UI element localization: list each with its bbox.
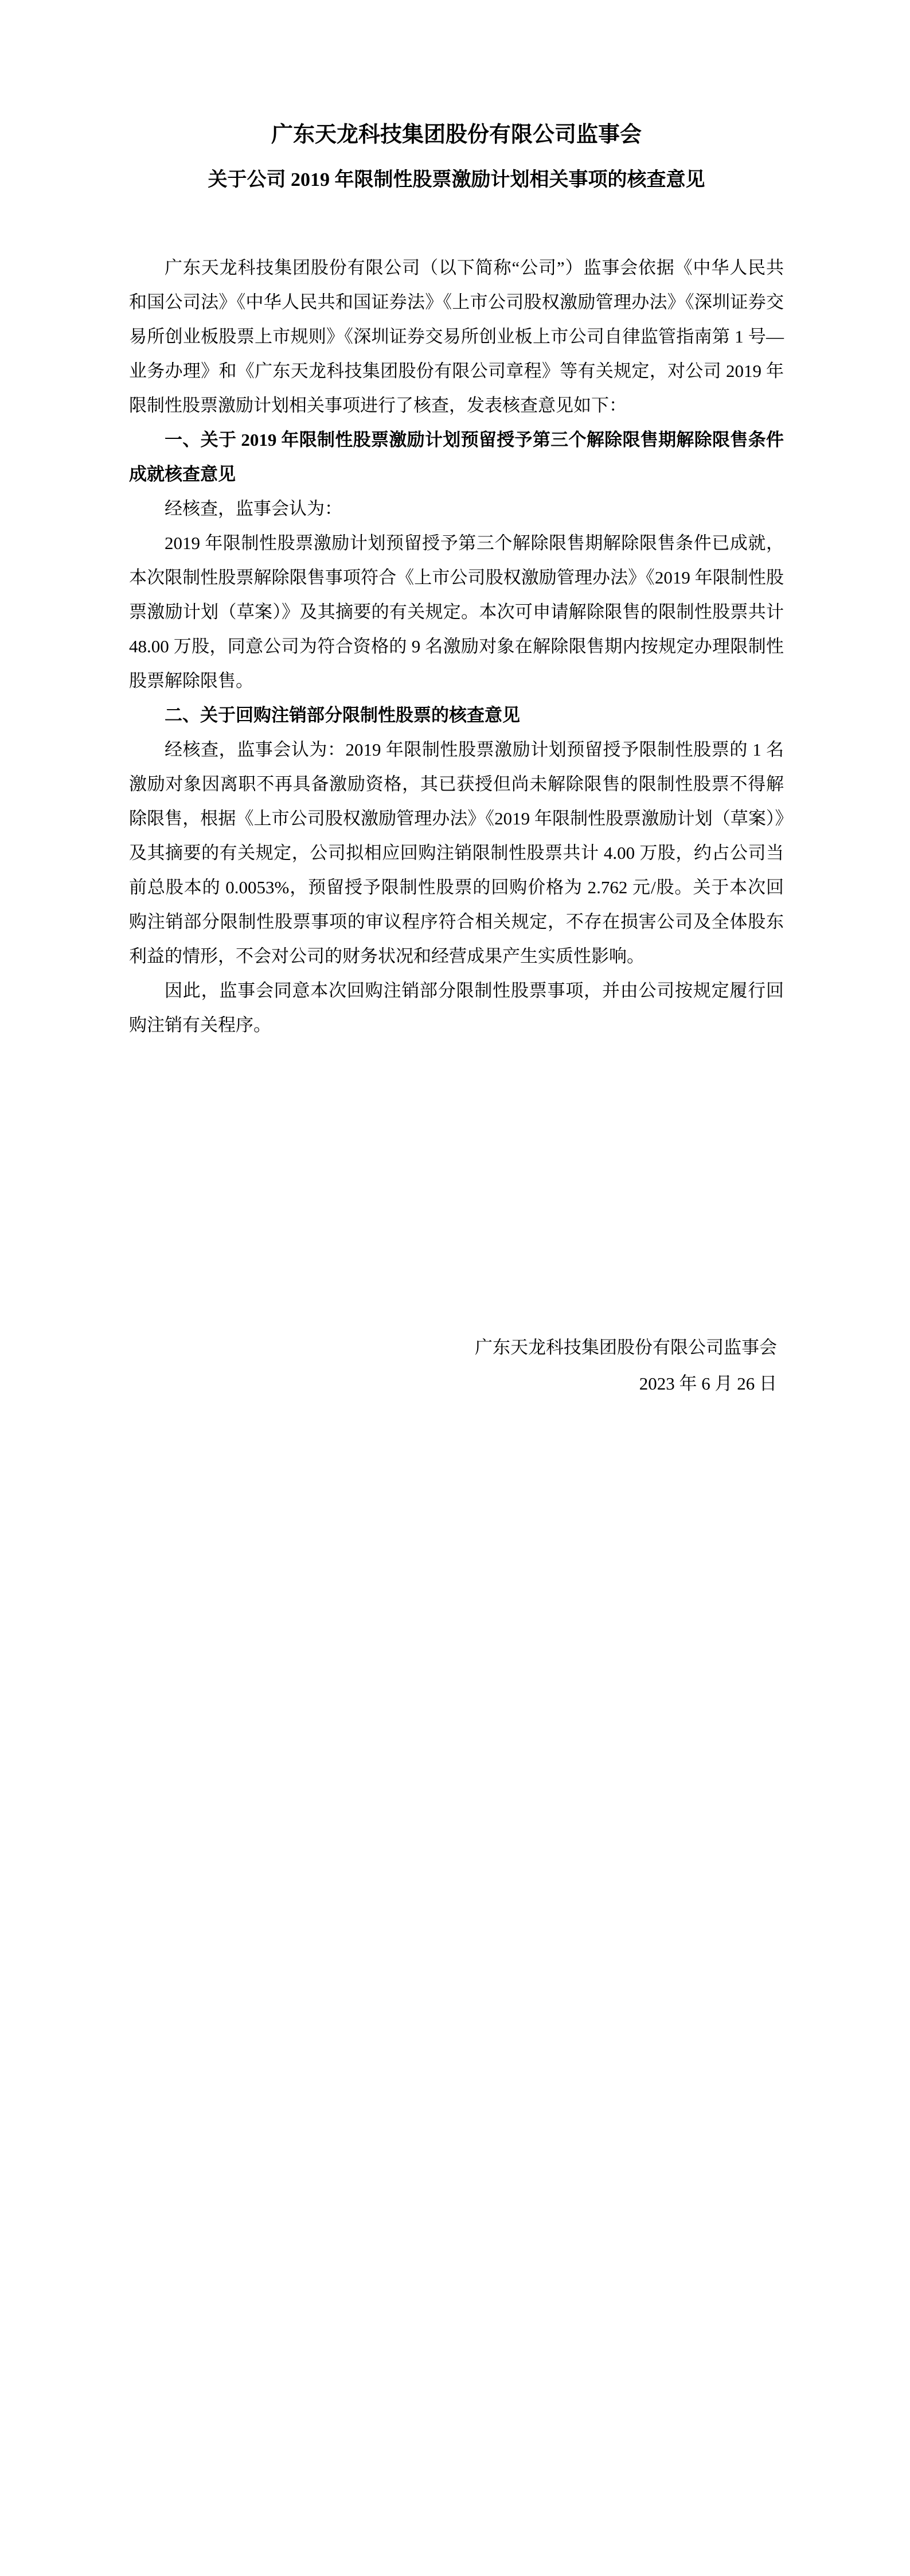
section-2-heading: 二、关于回购注销部分限制性股票的核查意见: [165, 705, 520, 725]
section-2-paragraph-1: 经核查，监事会认为：2019 年限制性股票激励计划预留授予限制性股票的 1 名激励对象因离职不再具备激励资格，其已获授但尚未解除限售的限制性股票不得解除限售，根据《上市公司股权激励管理办法》《2019 年限制性股票激励计划（草案）》及其摘要的有关规定，公司拟相应回购注销限制性股票共计 4.00 万股，约占公司当前总股本的 0.0053%，预留授予限制性股票的回购价格为 2.762 元/股。关于本次回购注销部分限制性股票事项的审议程序符合相关规定，不存在损害公司及全体股东利益的情形，不会对公司的财务状况和经营成果产生实质性影响。: [129, 740, 784, 966]
section-1-paragraph-1: 经核查，监事会认为：: [165, 499, 342, 519]
section-1-heading: 一、关于 2019 年限制性股票激励计划预留授予第三个解除限售期解除限售条件成就核查意见: [129, 430, 784, 484]
signature-company: 广东天龙科技集团股份有限公司监事会: [475, 1337, 777, 1357]
signature-date: 2023 年 6 月 26 日: [639, 1373, 777, 1394]
intro-paragraph: 广东天龙科技集团股份有限公司（以下简称“公司”）监事会依据《中华人民共和国公司法》《中华人民共和国证券法》《上市公司股权激励管理办法》《深圳证券交易所创业板股票上市规则》《深圳证券交易所创业板上市公司自律监管指南第 1 号—业务办理》和《广东天龙科技集团股份有限公司章程》等有关规定，对公司 2019 年限制性股票激励计划相关事项进行了核查，发表核查意见如下：: [129, 258, 784, 415]
document-title: 广东天龙科技集团股份有限公司监事会: [271, 123, 642, 147]
document-subtitle: 关于公司 2019 年限制性股票激励计划相关事项的核查意见: [208, 169, 705, 190]
section-1-paragraph-2: 2019 年限制性股票激励计划预留授予第三个解除限售期解除限售条件已成就，本次限制性股票解除限售事项符合《上市公司股权激励管理办法》《2019 年限制性股票激励计划（草案）》及其摘要的有关规定。本次可申请解除限售的限制性股票共计 48.00 万股，同意公司为符合资格的 9 名激励对象在解除限售期内按规定办理限制性股票解除限售。: [129, 533, 784, 691]
section-2-paragraph-2: 因此，监事会同意本次回购注销部分限制性股票事项，并由公司按规定履行回购注销有关程序。: [129, 980, 784, 1035]
signature-block: [129, 1329, 784, 1402]
